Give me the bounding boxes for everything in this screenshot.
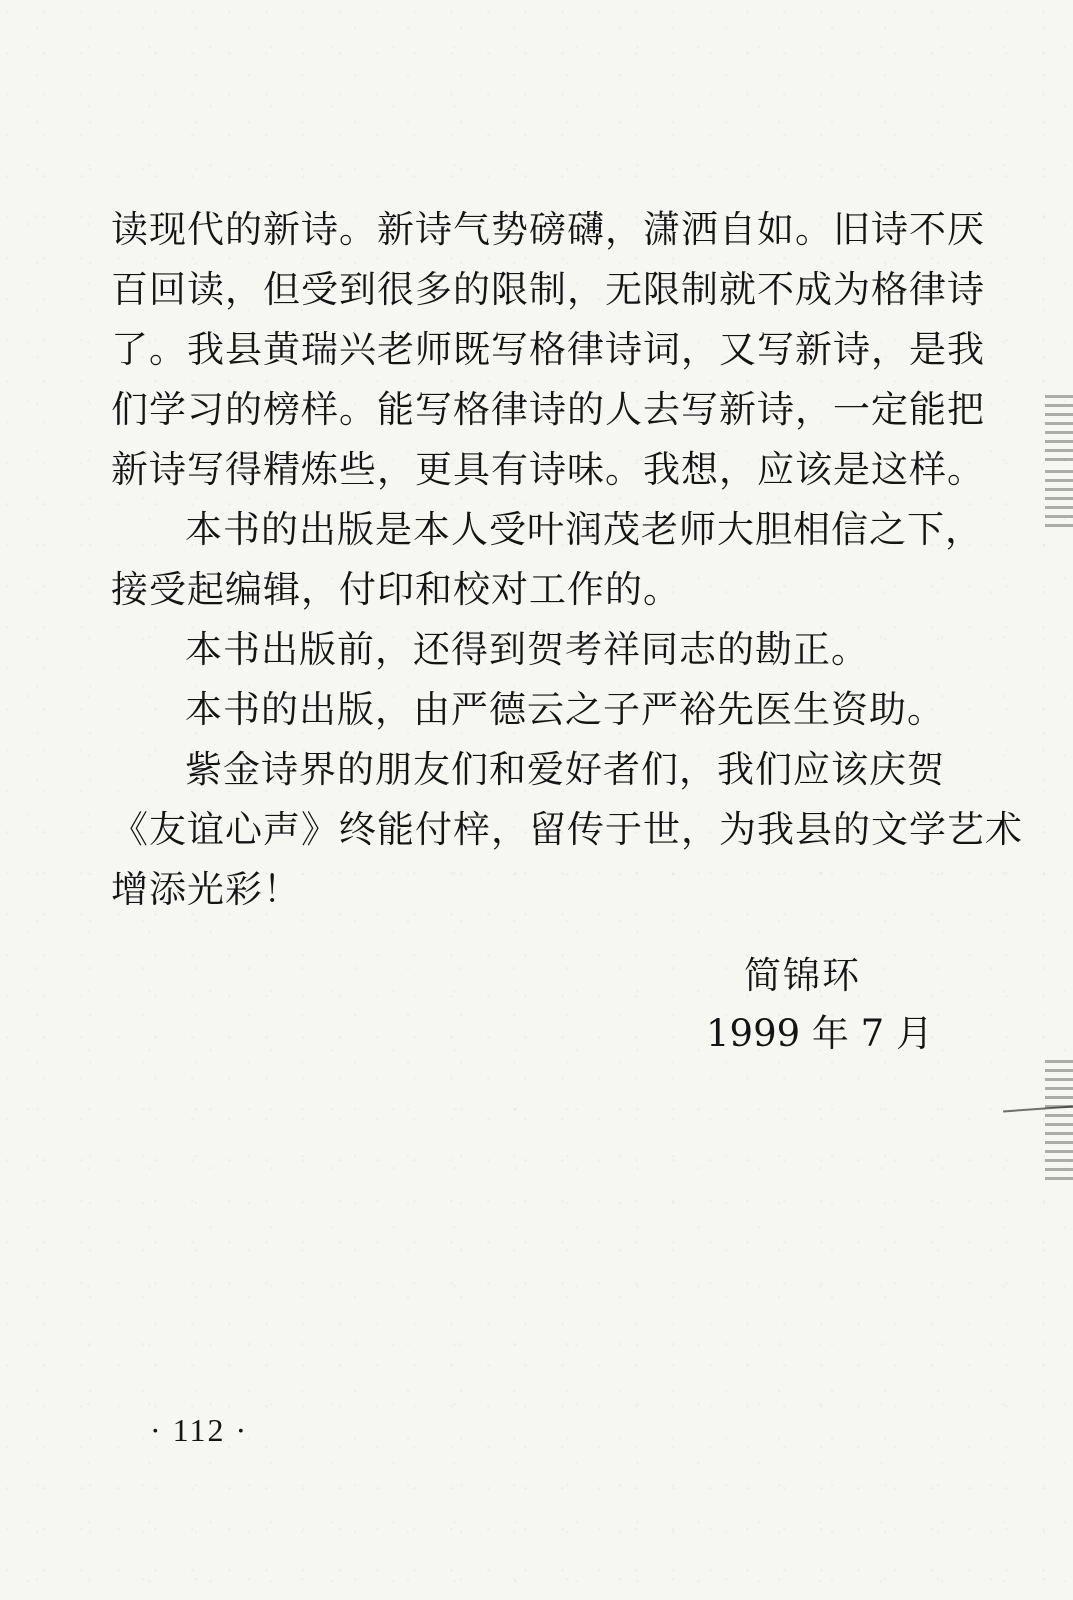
binding-artifact — [1045, 470, 1073, 530]
body-text — [111, 200, 1023, 920]
binding-artifact — [1045, 395, 1073, 465]
text-line: 新诗写得精炼些，更具有诗味。我想，应该是这样。 — [111, 448, 985, 491]
text-line: 增添光彩！ — [111, 868, 301, 911]
paragraph-start-line: 本书的出版，由严德云之子严裕先医生资助。 — [185, 688, 945, 731]
paragraph-start-line: 紫金诗界的朋友们和爱好者们，我们应该庆贺 — [185, 748, 945, 791]
text-line: 读现代的新诗。新诗气势磅礴，潇洒自如。旧诗不厌 — [111, 208, 985, 251]
text-line: 百回读，但受到很多的限制，无限制就不成为格律诗 — [111, 268, 985, 311]
binding-artifact — [1045, 1060, 1073, 1180]
text-line: 们学习的榜样。能写格律诗的人去写新诗，一定能把 — [111, 388, 985, 431]
text-line: 接受起编辑，付印和校对工作的。 — [111, 568, 681, 611]
text-line: 了。我县黄瑞兴老师既写格律诗词，又写新诗，是我 — [111, 328, 985, 371]
paragraph-start-line: 本书的出版是本人受叶润茂老师大胆相信之下， — [185, 508, 983, 551]
signature-date: 1999 年 7 月 — [706, 1012, 933, 1055]
page-number: · 112 · — [150, 1412, 249, 1448]
signature-author: 简锦环 — [744, 954, 861, 997]
paragraph-start-line: 本书出版前，还得到贺考祥同志的勘正。 — [185, 628, 869, 671]
text-line: 《友谊心声》终能付梓，留传于世，为我县的文学艺术 — [111, 808, 1023, 851]
